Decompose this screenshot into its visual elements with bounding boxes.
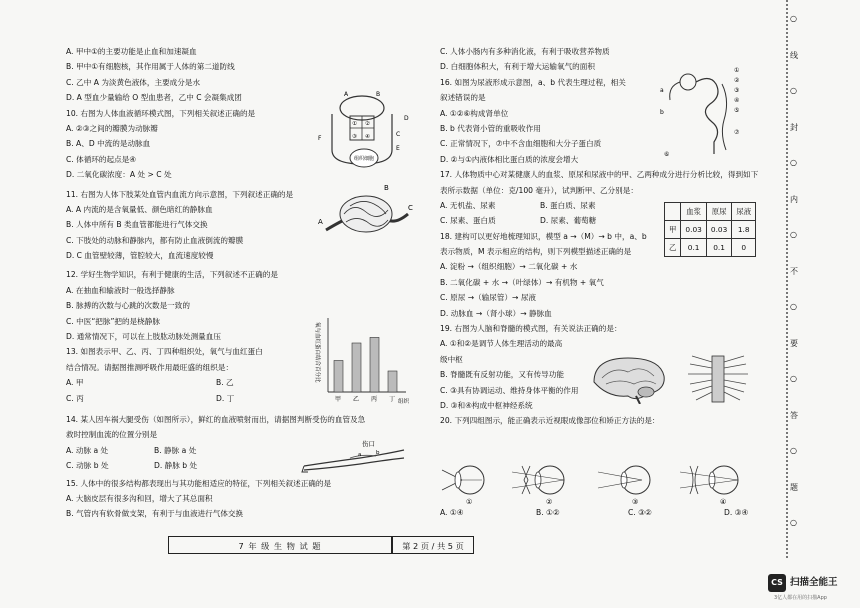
q9-option-b: B. 甲中①有细胞核，其作用属于人体的第二道防线 bbox=[66, 62, 235, 72]
fig13-bar-2 bbox=[370, 337, 379, 392]
q11-option-d: D. C 血管壁较薄，管腔较大，血流速度较慢 bbox=[66, 251, 214, 261]
q17-table-header-urine: 尿液 bbox=[732, 203, 756, 221]
eye-diagram-4 bbox=[680, 466, 738, 506]
table-cell: 0.03 bbox=[681, 221, 706, 239]
fig11-capillary-diagram bbox=[316, 184, 416, 244]
table-cell: 0.1 bbox=[706, 239, 731, 257]
binding-margin-char: 线 bbox=[790, 51, 798, 60]
q18-option-d: D. 动脉血 →（肾小球）→ 静脉血 bbox=[440, 308, 552, 318]
q19-stem: 19. 右图为人脑和脊髓的模式图，有关说法正确的是： bbox=[440, 324, 622, 334]
q17-option-a: A. 无机盐、尿素 bbox=[440, 200, 496, 210]
fig20-label-3: ③ bbox=[632, 498, 639, 506]
q13-option-a: A. 甲 bbox=[66, 378, 84, 388]
fig14-leg-diagram bbox=[300, 436, 410, 474]
fig19-brain-spinal-diagram bbox=[588, 352, 768, 404]
fig10-label-tissue: 组织细胞 bbox=[354, 156, 375, 162]
q15-stem: 15. 人体中的很多结构都表现出与其功能相适应的特征，下列相关叙述正确的是 bbox=[66, 478, 332, 488]
q14-option-c: C. 动脉 b 处 bbox=[66, 461, 109, 471]
q10-stem: 10. 右图为人体血液循环模式图，下列相关叙述正确的是 bbox=[66, 108, 256, 118]
q17-option-d: D. 尿素、葡萄糖 bbox=[540, 216, 597, 226]
q10-option-d: D. 二氧化碳浓度：A 处 > C 处 bbox=[66, 170, 172, 180]
q17-option-b: B. 蛋白质、尿素 bbox=[540, 200, 596, 210]
q18-option-a: A. 淀粉 →（组织细胞）→ 二氧化碳 + 水 bbox=[440, 262, 578, 272]
fig16-nephron-diagram bbox=[660, 64, 750, 160]
fig20-eye-diagrams bbox=[440, 456, 770, 508]
q10-option-b: B. A、D 中流的是动脉血 bbox=[66, 139, 151, 149]
q11-option-c: C. 下肢处的动脉和静脉内，都有防止血液倒流的瓣膜 bbox=[66, 235, 244, 245]
q15-option-d: D. 白细胞体积大，有利于增大运输氧气的面积 bbox=[440, 62, 595, 72]
table-cell: 甲 bbox=[665, 221, 681, 239]
fig13-bar-1 bbox=[352, 343, 361, 392]
q20-options bbox=[440, 508, 770, 517]
q10-option-a: A. ②③之间的瓣膜为动脉瓣 bbox=[66, 123, 158, 133]
q13-option-d: D. 丁 bbox=[216, 393, 235, 403]
q17-stem-1: 17. 人体物质中心对某健康人的血浆、原尿和尿液中的甲、乙两种成分进行分析比较，得到如下 bbox=[440, 170, 759, 180]
fig10-label-e: E bbox=[396, 145, 400, 152]
fig10-label-b: B bbox=[376, 91, 381, 98]
q12-option-c: C. 中医“把脉”把的是桡静脉 bbox=[66, 316, 160, 326]
binding-margin-char: ○ bbox=[790, 230, 797, 239]
q19-option-a-2: 级中枢 bbox=[440, 354, 463, 364]
table-row bbox=[665, 221, 756, 239]
q9-option-a: A. 甲中①的主要功能是止血和加速凝血 bbox=[66, 47, 197, 56]
fig10-label-1: ① bbox=[352, 121, 357, 127]
table-cell: 0.03 bbox=[706, 221, 731, 239]
table-row bbox=[665, 239, 756, 257]
fig16-label-6: ⑥ bbox=[664, 151, 670, 158]
binding-margin-char: ○ bbox=[790, 302, 797, 311]
camscanner-logo: CS bbox=[768, 574, 786, 592]
q12-option-a: A. 在抽血和输液时一般选择静脉 bbox=[66, 285, 175, 295]
q14-stem-1: 14. 某人因车祸大腿受伤（如图所示），鲜红的血液喷射而出，请据图判断受伤的血管及急 bbox=[66, 414, 366, 424]
q18-stem-2: 表示物质，M 表示相应的结构，则下列模型描述正确的是 bbox=[440, 247, 632, 257]
q16-stem-2: 叙述错误的是 bbox=[440, 93, 486, 103]
fig10-label-2: ② bbox=[365, 121, 370, 127]
eye-diagram-2 bbox=[512, 466, 564, 506]
fig10-label-f: F bbox=[318, 135, 322, 142]
binding-margin-char: 封 bbox=[790, 123, 798, 132]
q17-option-c: C. 尿素、蛋白质 bbox=[440, 216, 496, 226]
q19-option-a-1: A. ①和②是调节人体生理活动的最高 bbox=[440, 339, 563, 349]
q20-option-c: C. ③② bbox=[628, 508, 652, 517]
fig16-label-7: ⑦ bbox=[734, 129, 740, 136]
fig16-label-3: ③ bbox=[734, 87, 740, 94]
q9-option-c: C. 乙中 A 为淡黄色液体，主要成分是水 bbox=[66, 77, 201, 87]
fig16-label-5: ⑤ bbox=[734, 107, 740, 114]
q17-table-header-blank bbox=[665, 203, 681, 221]
fig10-label-c: C bbox=[396, 131, 401, 138]
q13-stem-2: 结合情况。请据图推测呼吸作用最旺盛的组织是： bbox=[66, 362, 234, 372]
q14-option-b: B. 静脉 a 处 bbox=[154, 445, 197, 455]
fig16-label-1: ① bbox=[734, 67, 740, 74]
q19-option-b: B. 脊髓既有反射功能，又有传导功能 bbox=[440, 370, 564, 380]
fig13-bar-0 bbox=[334, 361, 343, 393]
q17-stem-2: 表所示数据（单位：克/100 毫升），试判断甲、乙分别是： bbox=[440, 185, 638, 195]
q15-option-c: C. 人体小肠内有多种消化液，有利于吸收营养物质 bbox=[440, 47, 610, 56]
q16-option-c: C. 正常情况下，⑦中不含血细胞和大分子蛋白质 bbox=[440, 139, 602, 149]
table-cell: 0 bbox=[732, 239, 756, 257]
q14-option-d: D. 静脉 b 处 bbox=[154, 461, 198, 471]
fig16-label-b: b bbox=[660, 109, 664, 116]
eye-diagram-1 bbox=[442, 466, 484, 506]
q9-option-d: D. A 型血少量输给 O 型血患者，乙中 C 会凝集成团 bbox=[66, 93, 242, 103]
q15-option-a: A. 大脑皮层有很多沟和回，增大了其总面积 bbox=[66, 493, 213, 503]
q20-option-d: D. ③④ bbox=[724, 508, 749, 517]
fig10-circulation-diagram bbox=[312, 88, 412, 180]
fig13-ylabel: 氧与血红蛋白结合百分比 bbox=[314, 322, 320, 383]
binding-margin-char: ○ bbox=[790, 86, 797, 95]
q13-option-b: B. 乙 bbox=[216, 378, 234, 388]
binding-margin-char: 要 bbox=[790, 339, 798, 348]
q20-option-a: A. ①④ bbox=[440, 508, 464, 517]
fig13-bar-3 bbox=[388, 371, 397, 392]
q13-stem-1: 13. 如图表示甲、乙、丙、丁四种组织处，氧气与血红蛋白 bbox=[66, 347, 263, 357]
q16-option-a: A. ①②⑥构成肾单位 bbox=[440, 108, 509, 118]
fig10-label-3: ③ bbox=[352, 134, 357, 140]
q17-table-header-plasma: 血浆 bbox=[681, 203, 706, 221]
fig16-label-4: ④ bbox=[734, 97, 740, 104]
footer-exam-title: 7 年 级 生 物 试 题 bbox=[168, 536, 392, 554]
fig13-tick-label-3: 丁 bbox=[389, 396, 396, 403]
q20-stem: 20. 下列四组图示，能正确表示近视眼成像部位和矫正方法的是： bbox=[440, 416, 660, 426]
q15-option-b: B. 气管内有软骨做支架，有利于与血液进行气体交换 bbox=[66, 509, 244, 519]
q19-option-c: C. ③具有协调运动、维持身体平衡的作用 bbox=[440, 385, 579, 395]
binding-margin-char: ○ bbox=[790, 14, 797, 23]
fig10-label-4: ④ bbox=[365, 134, 370, 140]
fig16-label-a: a bbox=[660, 87, 664, 94]
camscanner-title: 扫描全能王 bbox=[790, 577, 838, 588]
camscanner-subtitle: 3亿人都在用的扫描App bbox=[774, 595, 827, 601]
q11-option-b: B. 人体中所有 B 类血管都能进行气体交换 bbox=[66, 220, 208, 230]
fig14-label-wound: 伤口 bbox=[362, 440, 375, 448]
fig13-tick-label-2: 丙 bbox=[371, 396, 378, 403]
q11-option-a: A. A 内流的是含氧量低、颜色暗红的静脉血 bbox=[66, 204, 213, 214]
table-cell: 乙 bbox=[665, 239, 681, 257]
fig10-label-a: A bbox=[344, 91, 349, 98]
fig10-label-d: D bbox=[404, 115, 409, 122]
q18-option-b: B. 二氧化碳 + 水 →（叶绿体）→ 有机物 + 氧气 bbox=[440, 277, 604, 287]
fig20-label-2: ② bbox=[546, 498, 553, 506]
q11-stem: 11. 右图为人体下肢某处血管内血流方向示意图，下列叙述正确的是 bbox=[66, 189, 294, 199]
q18-option-c: C. 原尿 →（输尿管）→ 尿液 bbox=[440, 293, 537, 303]
q17-table bbox=[664, 202, 756, 257]
q20-option-b: B. ①② bbox=[536, 508, 560, 517]
q17-table-header-row bbox=[665, 203, 756, 221]
q14-stem-2: 救时控制血流的位置分别是 bbox=[66, 430, 158, 440]
q16-stem-1: 16. 如图为尿液形成示意图，a、b 代表生理过程，相关 bbox=[440, 77, 626, 87]
binding-margin bbox=[784, 0, 810, 608]
q16-option-b: B. b 代表肾小管的重吸收作用 bbox=[440, 123, 541, 133]
fig13-tick-label-0: 甲 bbox=[335, 396, 342, 403]
binding-margin-char: ○ bbox=[790, 518, 797, 527]
binding-margin-char: ○ bbox=[790, 446, 797, 455]
eye-diagram-3 bbox=[598, 466, 650, 506]
q12-stem: 12. 学好生物学知识，有利于健康的生活，下列叙述不正确的是 bbox=[66, 270, 278, 280]
q14-option-a: A. 动脉 a 处 bbox=[66, 445, 109, 455]
binding-margin-char: 内 bbox=[790, 195, 798, 204]
q12-option-b: B. 脉搏的次数与心跳的次数是一致的 bbox=[66, 301, 190, 311]
fig13-xlabel: 组织 bbox=[398, 399, 410, 405]
fig11-label-b: B bbox=[384, 184, 389, 192]
q12-option-d: D. 通常情况下，可以在上肢肱动脉处测量血压 bbox=[66, 332, 221, 342]
binding-margin-char: 题 bbox=[790, 483, 798, 492]
fig14-label-b: b bbox=[376, 450, 380, 456]
binding-margin-char: ○ bbox=[790, 374, 797, 383]
q16-option-d: D. ②与①内液体相比蛋白质的浓度会增大 bbox=[440, 154, 579, 164]
fig20-label-4: ④ bbox=[720, 498, 727, 506]
fig13-bar-chart bbox=[310, 312, 416, 412]
q19-option-d: D. ③和④构成中枢神经系统 bbox=[440, 400, 533, 410]
fig20-label-1: ① bbox=[466, 498, 473, 506]
binding-margin-char: 不 bbox=[790, 267, 798, 276]
fig16-label-2: ② bbox=[734, 77, 740, 84]
q10-option-c: C. 体循环的起点是④ bbox=[66, 154, 137, 164]
binding-margin-char: ○ bbox=[790, 158, 797, 167]
q13-option-c: C. 丙 bbox=[66, 393, 84, 403]
fig11-label-a: A bbox=[318, 218, 323, 226]
q18-stem-1: 18. 建构可以更好地梳理知识，模型 a →（M）→ b 中，a、b bbox=[440, 231, 647, 241]
fig13-tick-label-1: 乙 bbox=[353, 396, 360, 403]
fig14-label-a: a bbox=[358, 452, 362, 458]
fig11-label-c: C bbox=[408, 204, 413, 212]
q17-table-header-primary-urine: 原尿 bbox=[706, 203, 731, 221]
table-cell: 0.1 bbox=[681, 239, 706, 257]
footer-page-number: 第 2 页 / 共 5 页 bbox=[392, 536, 474, 554]
table-cell: 1.8 bbox=[732, 221, 756, 239]
binding-margin-char: 答 bbox=[790, 411, 798, 420]
